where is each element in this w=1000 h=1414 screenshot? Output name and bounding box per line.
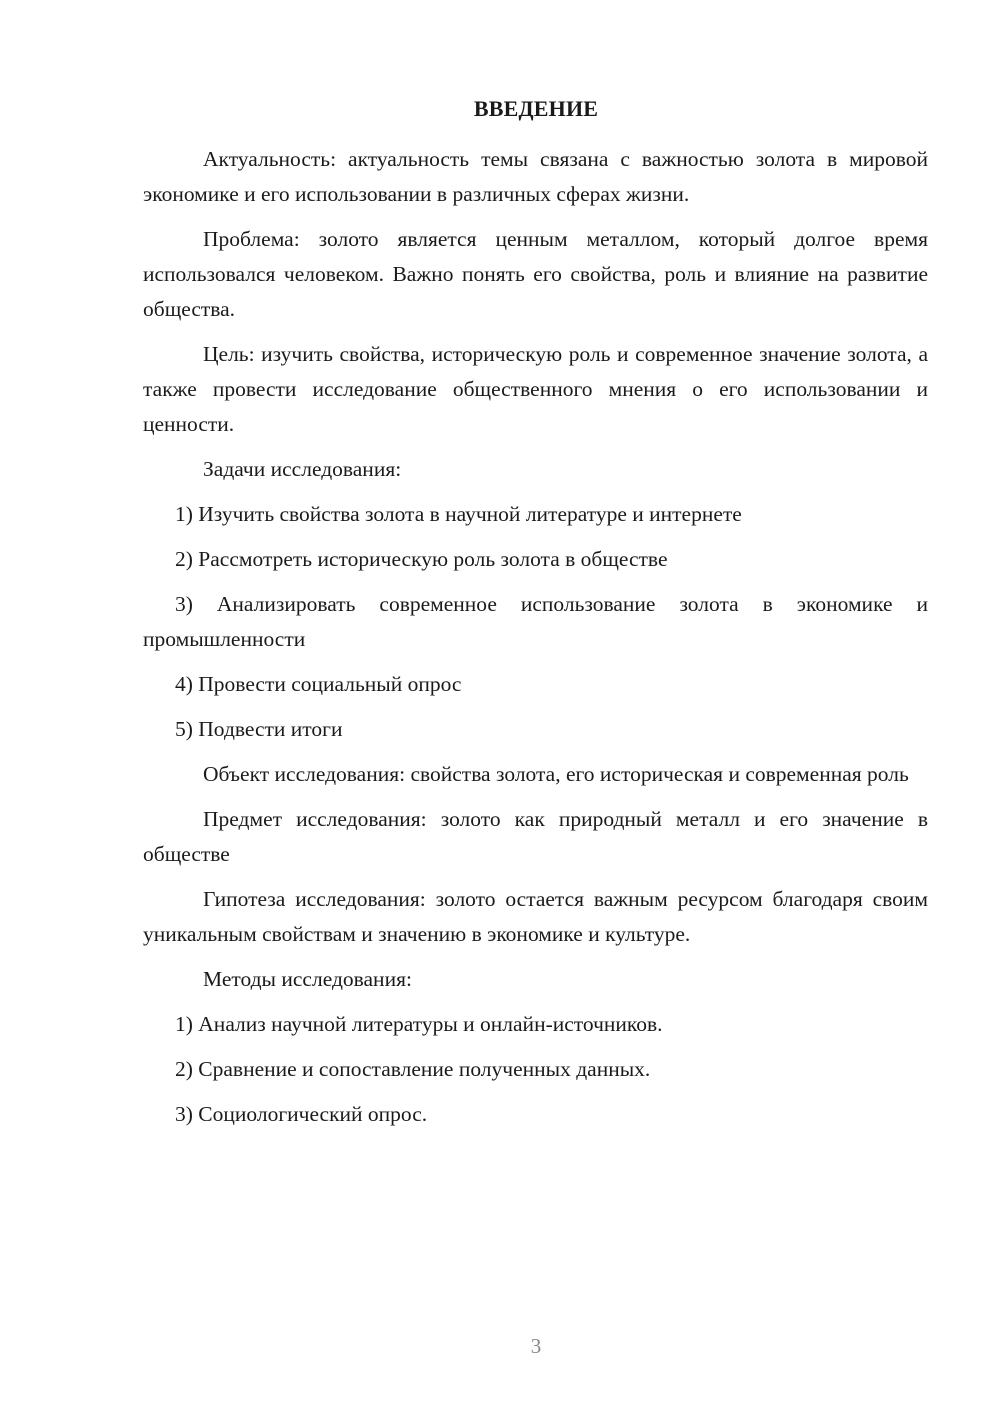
hypothesis-paragraph: Гипотеза исследования: золото остается важным ресурсом благодаря своим уникальным свойствам и значению в экономике и культуре. <box>143 887 928 946</box>
methods-heading: Методы исследования: <box>203 967 412 991</box>
method-item: 1) Анализ научной литературы и онлайн-источников. <box>175 1012 663 1036</box>
document-body <box>143 142 928 1142</box>
tasks-heading: Задачи исследования: <box>203 457 402 481</box>
subject-paragraph: Предмет исследования: золото как природный металл и его значение в обществе <box>143 807 928 866</box>
section-heading: ВВЕДЕНИЕ <box>473 96 599 121</box>
task-item: 2) Рассмотреть историческую роль золота в обществе <box>175 547 668 571</box>
object-paragraph: Объект исследования: свойства золота, его историческая и современная роль <box>203 762 909 786</box>
task-item: 4) Провести социальный опрос <box>175 672 462 696</box>
task-item: 5) Подвести итоги <box>175 717 343 741</box>
page-number: 3 <box>530 1334 542 1358</box>
task-item: 3) Анализировать современное использование золота в экономике и промышленности <box>143 592 928 651</box>
method-item: 3) Социологический опрос. <box>175 1102 428 1126</box>
relevance-paragraph: Актуальность: актуальность темы связана с важностью золота в мировой экономике и его использовании в различных сферах жизни. <box>143 147 928 206</box>
problem-paragraph: Проблема: золото является ценным металлом, который долгое время использовался человеком. Важно понять его свойства, роль и влияние на развитие общества. <box>143 227 928 321</box>
method-item: 2) Сравнение и сопоставление полученных данных. <box>175 1057 651 1081</box>
task-item: 1) Изучить свойства золота в научной литературе и интернете <box>175 502 742 526</box>
goal-paragraph: Цель: изучить свойства, историческую роль и современное значение золота, а также провести исследование общественного мнения о его использовании и ценности. <box>143 342 928 436</box>
